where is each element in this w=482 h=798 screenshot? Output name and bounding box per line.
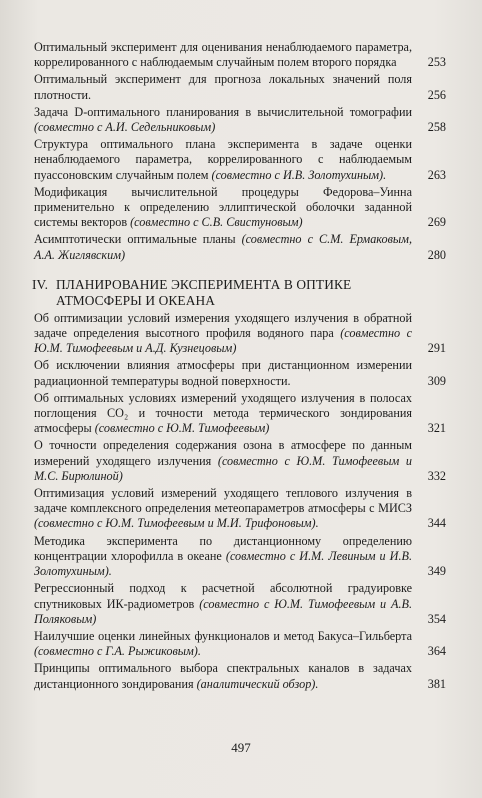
toc-entry (34, 358, 446, 388)
toc-entry-title: Асимптотически оптимальные планы (34, 232, 236, 247)
toc-entry-title: Модификация вычислительной процедуры Федорова–Уинна применительно к определению эллиптической оболочки заданной системы векторов (34, 184, 412, 230)
toc-entry-title: Задача D-оптимального планирования в вычислительной томографии (34, 104, 412, 119)
toc-entry-title: Принципы оптимального выбора спектральных каналов в задачах дистанционного зондирования (34, 661, 412, 691)
toc-entry-text (34, 661, 412, 691)
section-title: ПЛАНИРОВАНИЕ ЭКСПЕРИМЕНТА В ОПТИКЕ АТМОСФЕРЫ И ОКЕАНА (56, 276, 352, 308)
toc-entry-page: 381 (427, 676, 446, 691)
toc-entry-page: 253 (427, 55, 446, 70)
toc-entry-page: 256 (427, 87, 446, 102)
toc-entry-page: 263 (427, 167, 446, 182)
toc-entry-title: Методика эксперимента по дистанционному определению концентрации хлорофилла в океане (34, 533, 412, 563)
toc-entry-text (34, 311, 412, 357)
toc-entry-coauthor: (совместно с С.М. Ермаковым, А.А. Жиглявским) (34, 232, 412, 262)
toc-entry-coauthor: (аналитический обзор). (196, 676, 319, 691)
toc-entry-coauthor: (совместно с И.В. Золотухиным). (211, 167, 387, 182)
toc-entry-title: О точности определения содержания озона в атмосфере по данным измерений уходящего излучения (34, 438, 412, 468)
toc-entry-page: 291 (427, 341, 446, 356)
toc-entry-text (34, 534, 412, 580)
toc-entry (34, 185, 446, 231)
toc-entry-text (34, 185, 412, 231)
toc-entry-page: 344 (427, 516, 446, 531)
toc-entry (34, 661, 446, 691)
toc-entry (34, 534, 446, 580)
toc-entry-title: Оптимальный эксперимент для прогноза локальных значений поля плотности. (34, 72, 412, 102)
toc-entry-coauthor: (совместно с С.В. Свистуновым) (130, 215, 303, 230)
toc-entry-coauthor: (совместно с А.И. Седельниковым) (34, 120, 216, 135)
toc-entry-text (34, 40, 412, 70)
toc-entry-title: Оптимальный эксперимент для оценивания ненаблюдаемого параметра, коррелированного с наблюдаемым случайным полем второго порядка (34, 40, 412, 70)
entries-before-section (34, 40, 446, 263)
toc-entry-title: Об исключении влияния атмосферы при дистанционном измерении радиационной температуры водной поверхности. (34, 358, 412, 388)
toc-entry-page: 269 (427, 215, 446, 230)
toc-entry-coauthor: (совместно с Ю.М. Тимофеевым) (94, 421, 270, 436)
toc-entry (34, 40, 446, 70)
toc-entry (34, 232, 446, 262)
toc-entry (34, 72, 446, 102)
toc-entry-title: Об оптимизации условий измерения уходящего излучения в обратной задаче определения высотного профиля водяного пара (34, 310, 412, 341)
toc-entry (34, 137, 446, 183)
toc-entry-text (34, 105, 412, 135)
toc-entry (34, 629, 446, 659)
toc-entry-page: 332 (427, 468, 446, 483)
toc-entry-text (34, 137, 412, 183)
toc-entry-page: 364 (427, 644, 446, 659)
toc-entry-page: 258 (427, 120, 446, 135)
toc-entry-coauthor: (совместно с Г.А. Рыжиковым). (34, 644, 201, 659)
table-of-contents (34, 40, 446, 694)
toc-entry-title: Оптимизация условий измерений уходящего теплового излучения в задаче комплексного определения метеопараметров атмосферы с МИСЗ (34, 486, 412, 516)
toc-entry-page: 309 (427, 373, 446, 388)
toc-entry-coauthor: (совместно с И.М. Левиным и И.В. Золотухиным). (34, 548, 413, 579)
toc-entry (34, 105, 446, 135)
section-heading (32, 277, 446, 309)
toc-entry-text (34, 232, 412, 262)
toc-entry-text (34, 486, 412, 532)
toc-entry-text (34, 72, 412, 102)
toc-entry (34, 311, 446, 357)
toc-entry-page: 321 (427, 421, 446, 436)
toc-entry-text (34, 391, 412, 437)
toc-entry (34, 438, 446, 484)
toc-entry-title: Наилучшие оценки линейных функционалов и метод Бакуса–Гильберта (34, 628, 412, 643)
section-number: IV. (32, 276, 49, 292)
toc-entry-page: 354 (427, 611, 446, 626)
toc-entry-title: Структура оптимального плана эксперимента в задаче оценки ненаблюдаемого параметра, коррелированного с наблюдаемым пуассоновским случайным полем (34, 137, 412, 182)
toc-entry (34, 486, 446, 532)
toc-entry-coauthor: (совместно с Ю.М. Тимофеевым и М.И. Трифоновым). (34, 516, 319, 531)
toc-entry (34, 391, 446, 437)
toc-entry-coauthor: (совместно с Ю.М. Тимофеевым и А.Д. Кузнецовым) (34, 326, 412, 356)
toc-entry-page: 349 (427, 564, 446, 579)
page-number: 497 (231, 740, 251, 755)
toc-entry-page: 280 (427, 247, 446, 262)
toc-entry-text (34, 438, 412, 484)
toc-entry-coauthor: (совместно с Ю.М. Тимофеевым и М.С. Бирюлиной) (34, 453, 413, 483)
toc-entry (34, 581, 446, 627)
toc-entry-text (34, 358, 412, 388)
entries-after-section (34, 311, 446, 692)
toc-entry-coauthor: (совместно с Ю.М. Тимофеевым и А.В. Поляковым) (34, 596, 413, 626)
toc-entry-text (34, 581, 412, 627)
toc-entry-title: Регрессионный подход к расчетной абсолютной градуировке спутниковых ИК-радиометров (34, 581, 412, 611)
toc-entry-title: Об оптимальных условиях измерений уходящего излучения в полосах поглощения CO₂ и точности метода термического зондирования атмосферы (34, 390, 412, 436)
toc-entry-text (34, 629, 412, 659)
